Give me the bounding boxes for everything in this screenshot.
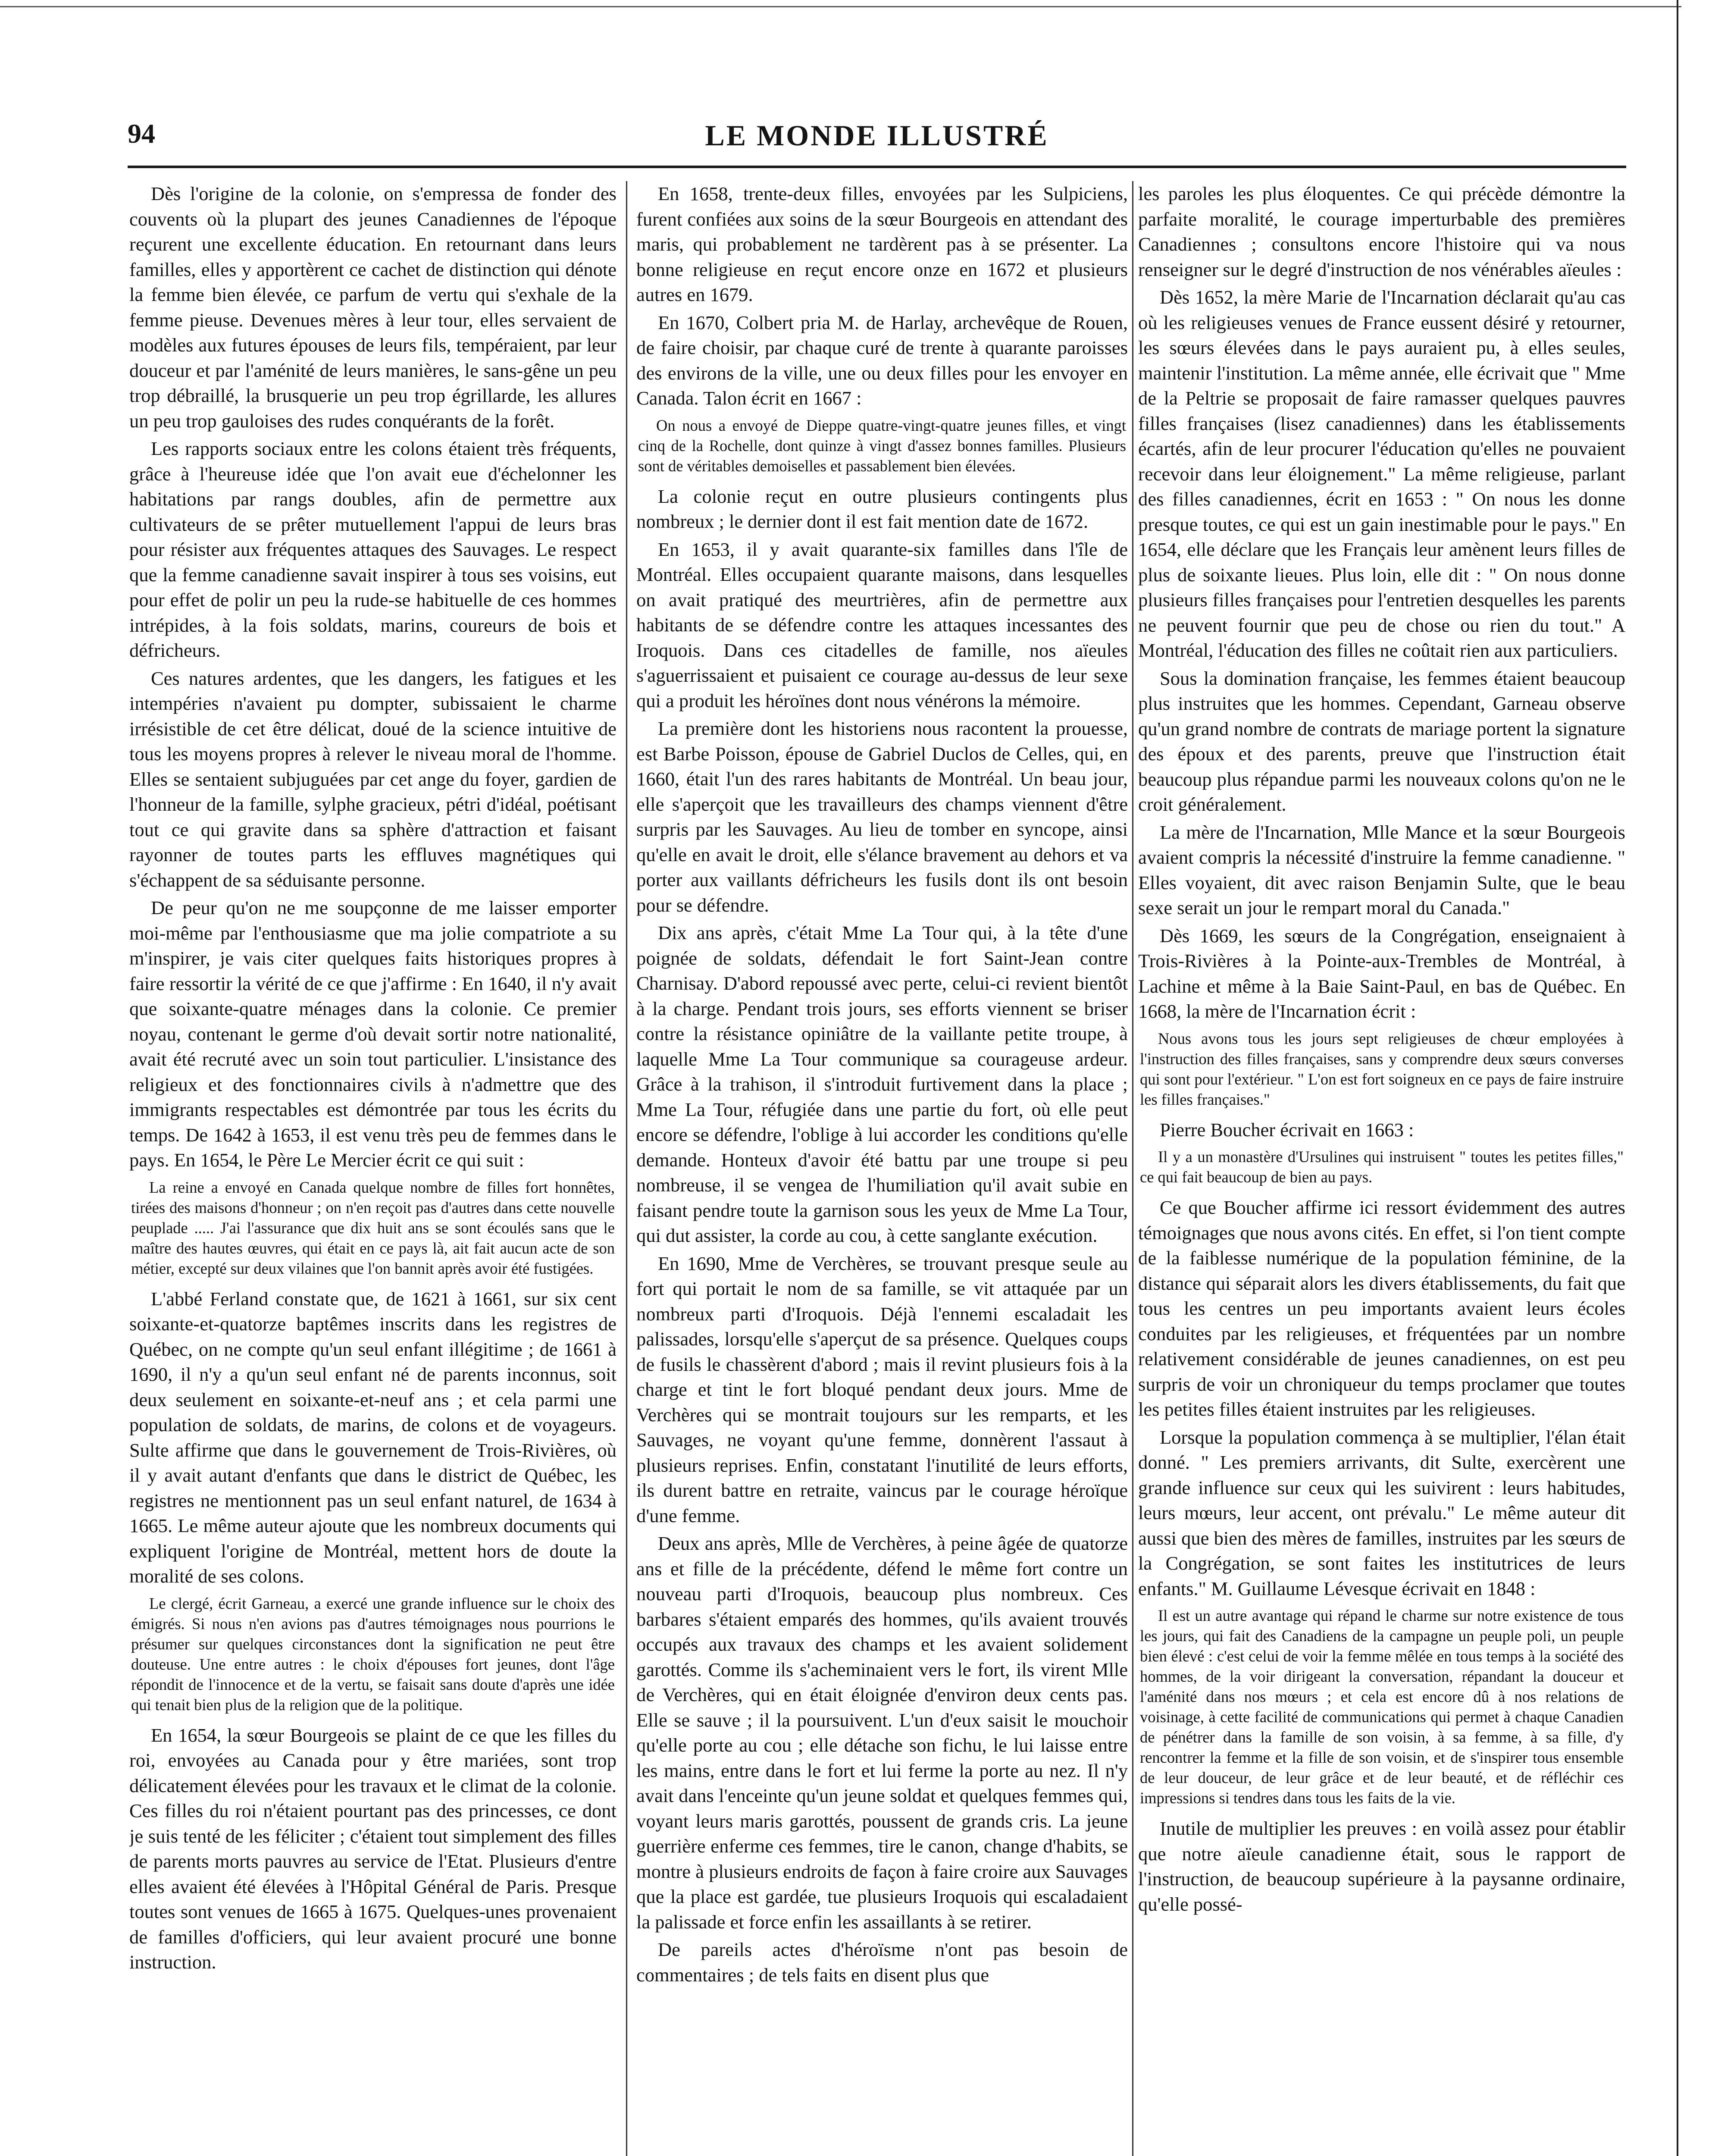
article-paragraph: Sous la domination française, les femmes étaient beaucoup plus instruites que les hommes. Cependant, Garneau observe qu'un grand nombre de contrats de mariage portent la signature des époux et des parents, preuve que l'instruction était beaucoup plus répandue parmi les nouveaux colons qu'on ne le croit généralement. xyxy=(1138,667,1625,815)
article-paragraph: Ce que Boucher affirme ici ressort évidemment des autres témoignages que nous avons cités. En effet, si l'on tient compte de la faiblesse numérique de la population féminine, de la distance qui séparait alors les divers établissements, du fait que tous les centres un peu importants avaient leurs écoles conduites par les religieuses, et fréquentées par un nombre relativement considérable de jeunes canadiennes, on est peu surpris de voir un chroniqueur du temps proclamer que toutes les petites filles étaient instruites par les religieuses. xyxy=(1138,1197,1625,1420)
page-number: 94 xyxy=(128,118,155,149)
article-paragraph: En 1653, il y avait quarante-six familles dans l'île de Montréal. Elles occupaient quarante maisons, dans lesquelles on avait pratiqué des meurtrières, afin de permettre aux habitants de se défendre contre les attaques incessantes des Iroquois. Dans ces citadelles de famille, nos aïeules s'aguerrissaient et puisaient ce courage au-dessus de leur sexe qui a produit les héroïnes dont nous vénérons la mémoire. xyxy=(636,538,1128,711)
scan-right-edge xyxy=(1677,0,1704,2156)
quoted-passage: Il y a un monastère d'Ursulines qui instruisent " toutes les petites filles," ce qui fait beaucoup de bien au pays. xyxy=(1140,1148,1624,1186)
article-paragraph: Dès l'origine de la colonie, on s'empressa de fonder des couvents où la plupart des jeunes Canadiennes de l'époque reçurent une excellente éducation. En retournant dans leurs familles, elles y apportèrent ce cachet de distinction qui dénote la femme bien élevée, ce parfum de vertu qui s'exhale de la femme pieuse. Devenues mères à leur tour, elles servaient de modèles aux futures épouses de leurs fils, tempéraient, par leur douceur et par l'aménité de leurs manières, le sans-gêne un peu trop débraillé, la brusquerie un peu trop égrillarde, les allures un peu trop gauloises des rudes conquérants de la forêt. xyxy=(129,183,617,432)
article-paragraph: les paroles les plus éloquentes. Ce qui précède démontre la parfaite moralité, le courage imperturbable des premières Canadiennes ; consultons encore l'histoire qui va nous renseigner sur le degré d'instruction de nos vénérables aïeules : xyxy=(1138,183,1625,280)
article-paragraph: En 1690, Mme de Verchères, se trouvant presque seule au fort qui portait le nom de sa famille, se vit attaquée par un nombreux parti d'Iroquois. Déjà l'ennemi escaladait les palissades, lorsqu'elle s'aperçut de sa présence. Quelques coups de fusils le chassèrent d'abord ; mais il revint plusieurs fois à la charge et tint le fort bloqué pendant deux jours. Mme de Verchères qui se montrait toujours sur les remparts, et les Sauvages, ne voyant qu'une femme, donnèrent l'assaut à plusieurs reprises. Enfin, constatant l'inutilité de leurs efforts, ils durent battre en retraite, vaincus par le courage héroïque d'une femme. xyxy=(636,1252,1128,1526)
scan-top-edge xyxy=(0,6,1681,7)
quoted-passage: On nous a envoyé de Dieppe quatre-vingt-quatre jeunes filles, et vingt cinq de la Rochelle, dont quinze à vingt d'assez bonnes familles. Plusieurs sont de véritables demoiselles et passablement bien élevées. xyxy=(638,416,1126,475)
column-divider xyxy=(626,181,627,2156)
article-paragraph: Lorsque la population commença à se multiplier, l'élan était donné. " Les premiers arrivants, dit Sulte, exercèrent une grande influence sur ceux qui les suivirent : leurs habitudes, leurs mœurs, leur accent, ont prévalu." Le même auteur dit aussi que bien des mères de familles, instruites par les sœurs de la Congrégation, se sont faites les institutrices de leurs enfants." M. Guillaume Lévesque écrivait en 1848 : xyxy=(1138,1426,1625,1599)
quoted-passage: Le clergé, écrit Garneau, a exercé une grande influence sur le choix des émigrés. Si nous n'en avions pas d'autres témoignages nous pourrions le présumer sur quelques circonstances dont la signification ne peut être douteuse. Une entre autres : le choix d'épouses fort jeunes, dont l'âge répondit de l'innocence et de la vertu, se faisait sans doute d'après une idée qui tenait bien plus de la religion que de la politique. xyxy=(131,1594,615,1714)
article-paragraph: La mère de l'Incarnation, Mlle Mance et la sœur Bourgeois avaient compris la nécessité d'instruire la femme canadienne. " Elles voyaient, dit avec raison Benjamin Sulte, que le beau sexe serait un jour le rempart moral du Canada." xyxy=(1138,821,1625,918)
article-paragraph: Dix ans après, c'était Mme La Tour qui, à la tête d'une poignée de soldats, défendait le fort Saint-Jean contre Charnisay. D'abord repoussé avec perte, celui-ci revient bientôt à la charge. Pendant trois jours, ses efforts viennent se briser contre la résistance opiniâtre de la vaillante petite troupe, à laquelle Mme La Tour communique sa courageuse ardeur. Grâce à la trahison, il s'introduit furtivement dans la place ; Mme La Tour, réfugiée dans une partie du fort, où elle peut encore se défendre, l'oblige à lui accorder les conditions qu'elle demande. Honteux d'avoir été battu par une troupe si peu nombreuse, il se vengea de l'humiliation qu'il avait subie en faisant pendre toute la garnison sous les yeux de Mme La Tour, qui dut assister, la corde au cou, à cette sanglante exécution. xyxy=(636,922,1128,1246)
quoted-passage: La reine a envoyé en Canada quelque nombre de filles fort honnêtes, tirées des maisons d'honneur ; on n'en reçoit pas d'autres dans cette nouvelle peuplade ..... J'ai l'assurance que dix huit ans se sont écoulés sans que le maître des hautes œuvres, qui était en ce pays là, ait fait aucun acte de son métier, excepté sur deux vilaines que l'on bannit après avoir été fustigées. xyxy=(131,1178,615,1277)
article-paragraph: De peur qu'on ne me soupçonne de me laisser emporter moi-même par l'enthousiasme que ma jolie compatriote a su m'inspirer, je vais citer quelques faits historiques propres à faire ressortir la vérité de ce que j'affirme : En 1640, il n'y avait que soixante-quatre ménages dans la colonie. Ce premier noyau, contenant le germe d'où devait sortir notre nationalité, avait été recruté avec un soin tout particulier. L'insistance des religieux et des fonctionnaires civils à n'admettre que des immigrants respectables est démontrée par tous les écrits du temps. De 1642 à 1653, il est venu très peu de femmes dans le pays. En 1654, le Père Le Mercier écrit ce qui suit : xyxy=(129,897,617,1171)
article-paragraph: La première dont les historiens nous racontent la prouesse, est Barbe Poisson, épouse de Gabriel Duclos de Celles, qui, en 1660, était l'un des rares habitants de Montréal. Un beau jour, elle s'aperçoit que les travailleurs des champs viennent d'être surpris par les Sauvages. Au lieu de tomber en syncope, ainsi qu'elle en avait le droit, elle s'élance bravement au dehors et va porter aux vaillants défricheurs les fusils dont ils ont besoin pour se défendre. xyxy=(636,718,1128,916)
article-paragraph: Inutile de multiplier les preuves : en voilà assez pour établir que notre aïeule canadienne était, sous le rapport de l'instruction, de beaucoup supérieure à la paysanne ordinaire, qu'elle possé- xyxy=(1138,1818,1625,1915)
article-paragraph: Dès 1669, les sœurs de la Congrégation, enseignaient à Trois-Rivières à la Pointe-aux-Trembles de Montréal, à Lachine et même à la Baie Saint-Paul, en bas de Québec. En 1668, la mère de l'Incarnation écrit : xyxy=(1138,924,1625,1022)
article-paragraph: En 1658, trente-deux filles, envoyées par les Sulpiciens, furent confiées aux soins de la sœur Bourgeois en attendant des maris, qui probablement ne tardèrent pas à se présenter. La bonne religieuse en reçut encore onze en 1672 et plusieurs autres en 1679. xyxy=(636,183,1128,305)
article-paragraph: En 1670, Colbert pria M. de Harlay, archevêque de Rouen, de faire choisir, par chaque curé de trente à quarante paroisses des environs de la ville, une ou deux filles pour les envoyer en Canada. Talon écrit en 1667 : xyxy=(636,311,1128,409)
journal-title: LE MONDE ILLUSTRÉ xyxy=(705,119,1049,152)
article-paragraph: De pareils actes d'héroïsme n'ont pas besoin de commentaires ; de tels faits en disent plus que xyxy=(636,1939,1128,1986)
article-paragraph: Ces natures ardentes, que les dangers, les fatigues et les intempéries n'avaient pu dompter, subissaient le charme irrésistible de cet être délicat, doué de la science intuitive de tous les moyens propres à relever le niveau moral de l'homme. Elles se sentaient subjuguées par cet ange du foyer, gardien de l'honneur de la famille, sylphe gracieux, pétri d'idéal, poétisant tout ce qui gravite dans sa sphère d'attraction et faisant rayonner de toutes parts les effluves magnétiques qui s'échappent de sa séduisante personne. xyxy=(129,667,617,891)
quoted-passage: Il est un autre avantage qui répand le charme sur notre existence de tous les jours, qui fait des Canadiens de la campagne un peuple poli, un peuple bien élevé : c'est celui de voir la femme mêlée en tous temps à la société des hommes, de la voir dirigeant la conversation, répandant la douceur et l'aménité dans nos mœurs ; et cela est encore dû à nos relations de voisinage, à cette facilité de communications qui permet à chaque Canadien de pénétrer dans la famille de son voisin, à sa femme, à sa fille, d'y rencontrer la femme et la fille de son voisin, et de s'inspirer tous ensemble de leur douceur, de leur grâce et de leur beauté, et de réfléchir ces impressions si tendres dans tous les faits de la vie. xyxy=(1140,1607,1624,1807)
column-2 xyxy=(636,181,1128,2156)
article-paragraph: La colonie reçut en outre plusieurs contingents plus nombreux ; le dernier dont il est fait mention date de 1672. xyxy=(636,485,1128,532)
article-paragraph: Deux ans après, Mlle de Verchères, à peine âgée de quatorze ans et fille de la précédente, défend le même fort contre un nouveau parti d'Iroquois, beaucoup plus nombreux. Ces barbares s'étaient emparés des hommes, qu'ils avaient trouvés occupés aux travaux des champs et les avaient solidement garottés. Comme ils s'acheminaient vers le fort, ils virent Mlle de Verchères, qui en était éloignée d'environ deux cents pas. Elle se sauve ; il la poursuivent. L'un d'eux saisit le mouchoir qu'elle porte au cou ; elle détache son fichu, le lui laisse entre les mains, entre dans le fort et lui ferme la porte au nez. Il n'y avait dans l'enceinte qu'un jeune soldat et quelques femmes qui, voyant leurs maris garottés, poussent de grands cris. La jeune guerrière enferme ces femmes, tire le canon, change d'habits, se montre à plusieurs endroits de façon à faire croire aux Sauvages que la place est gardée, tue plusieurs Iroquois qui escaladaient la palissade et force enfin les assaillants à se retirer. xyxy=(636,1532,1128,1933)
article-paragraph: Les rapports sociaux entre les colons étaient très fréquents, grâce à l'heureuse idée que l'on avait eue d'échelonner les habitations par rangs doubles, afin de permettre aux cultivateurs de se prêter mutuellement l'appui de leurs bras pour résister aux fréquentes attaques des Sauvages. Le respect que la femme canadienne savait inspirer à tous ses voisins, eut pour effet de polir un peu la rude-se habituelle de ces hommes intrépides, à la fois soldats, marins, coureurs de bois et défricheurs. xyxy=(129,438,617,661)
column-divider xyxy=(1132,181,1133,2156)
article-paragraph: L'abbé Ferland constate que, de 1621 à 1661, sur six cent soixante-et-quatorze baptêmes inscrits dans les registres de Québec, on ne compte qu'un seul enfant illégitime ; de 1661 à 1690, il n'y a qu'un seul enfant né de parents inconnus, soit deux seulement en soixante-et-neuf ans ; et cela parmi une population de soldats, de marins, de colons et de voyageurs. Sulte affirme que dans le gouvernement de Trois-Rivières, où il y avait autant d'enfants que dans le district de Québec, les registres ne mentionnent pas un seul enfant naturel, de 1634 à 1665. Le même auteur ajoute que les nombreux documents qui expliquent l'origine de Montréal, mettent hors de doute la moralité de ses colons. xyxy=(129,1288,617,1587)
header-rule xyxy=(128,166,1626,168)
article-paragraph: Dès 1652, la mère Marie de l'Incarnation déclarait qu'au cas où les religieuses venues de France eussent désiré y retourner, les sœurs élevées dans le pays auraient pu, à elles seules, maintenir l'institution. La même année, elle écrivait que " Mme de la Peltrie se proposait de faire ramasser quelques pauvres filles françaises (lisez canadiennes) dans les établissements écartés, afin de leur procurer l'éducation qu'elles ne pouvaient recevoir dans leur éloignement." La même religieuse, parlant des filles canadiennes, écrit en 1653 : " On nous les donne presque toutes, ce qui est un gain inestimable pour le pays." En 1654, elle déclare que les Français leur amènent leurs filles de plus de soixante lieues. Plus loin, elle dit : " On nous donne plusieurs filles françaises pour l'entretien desquelles les parents ne peuvent fournir que peu de chose ou rien du tout." A Montréal, l'éducation des filles ne coûtait rien aux particuliers. xyxy=(1138,286,1625,661)
column-3 xyxy=(1138,181,1625,2156)
column-1 xyxy=(129,181,617,2156)
page-header xyxy=(128,116,1626,167)
quoted-passage: Nous avons tous les jours sept religieuses de chœur employées à l'instruction des filles françaises, sans y comprendre deux sœurs converses qui sont pour l'extérieur. " L'on est fort soigneux en ce pays de faire instruire les filles françaises." xyxy=(1140,1029,1624,1108)
article-paragraph: En 1654, la sœur Bourgeois se plaint de ce que les filles du roi, envoyées au Canada pour y être mariées, sont trop délicatement élevées pour les travaux et le climat de la colonie. Ces filles du roi n'étaient pourtant pas des princesses, ce dont je suis tenté de les féliciter ; c'étaient tout simplement des filles de parents morts pauvres au service de l'Etat. Plusieurs d'entre elles avaient été élevées à l'Hôpital Général de Paris. Presque toutes sont venues de 1665 à 1675. Quelques-unes provenaient de familles d'officiers, qui leur avaient procuré une bonne instruction. xyxy=(129,1724,617,1973)
article-paragraph: Pierre Boucher écrivait en 1663 : xyxy=(1160,1119,1414,1141)
